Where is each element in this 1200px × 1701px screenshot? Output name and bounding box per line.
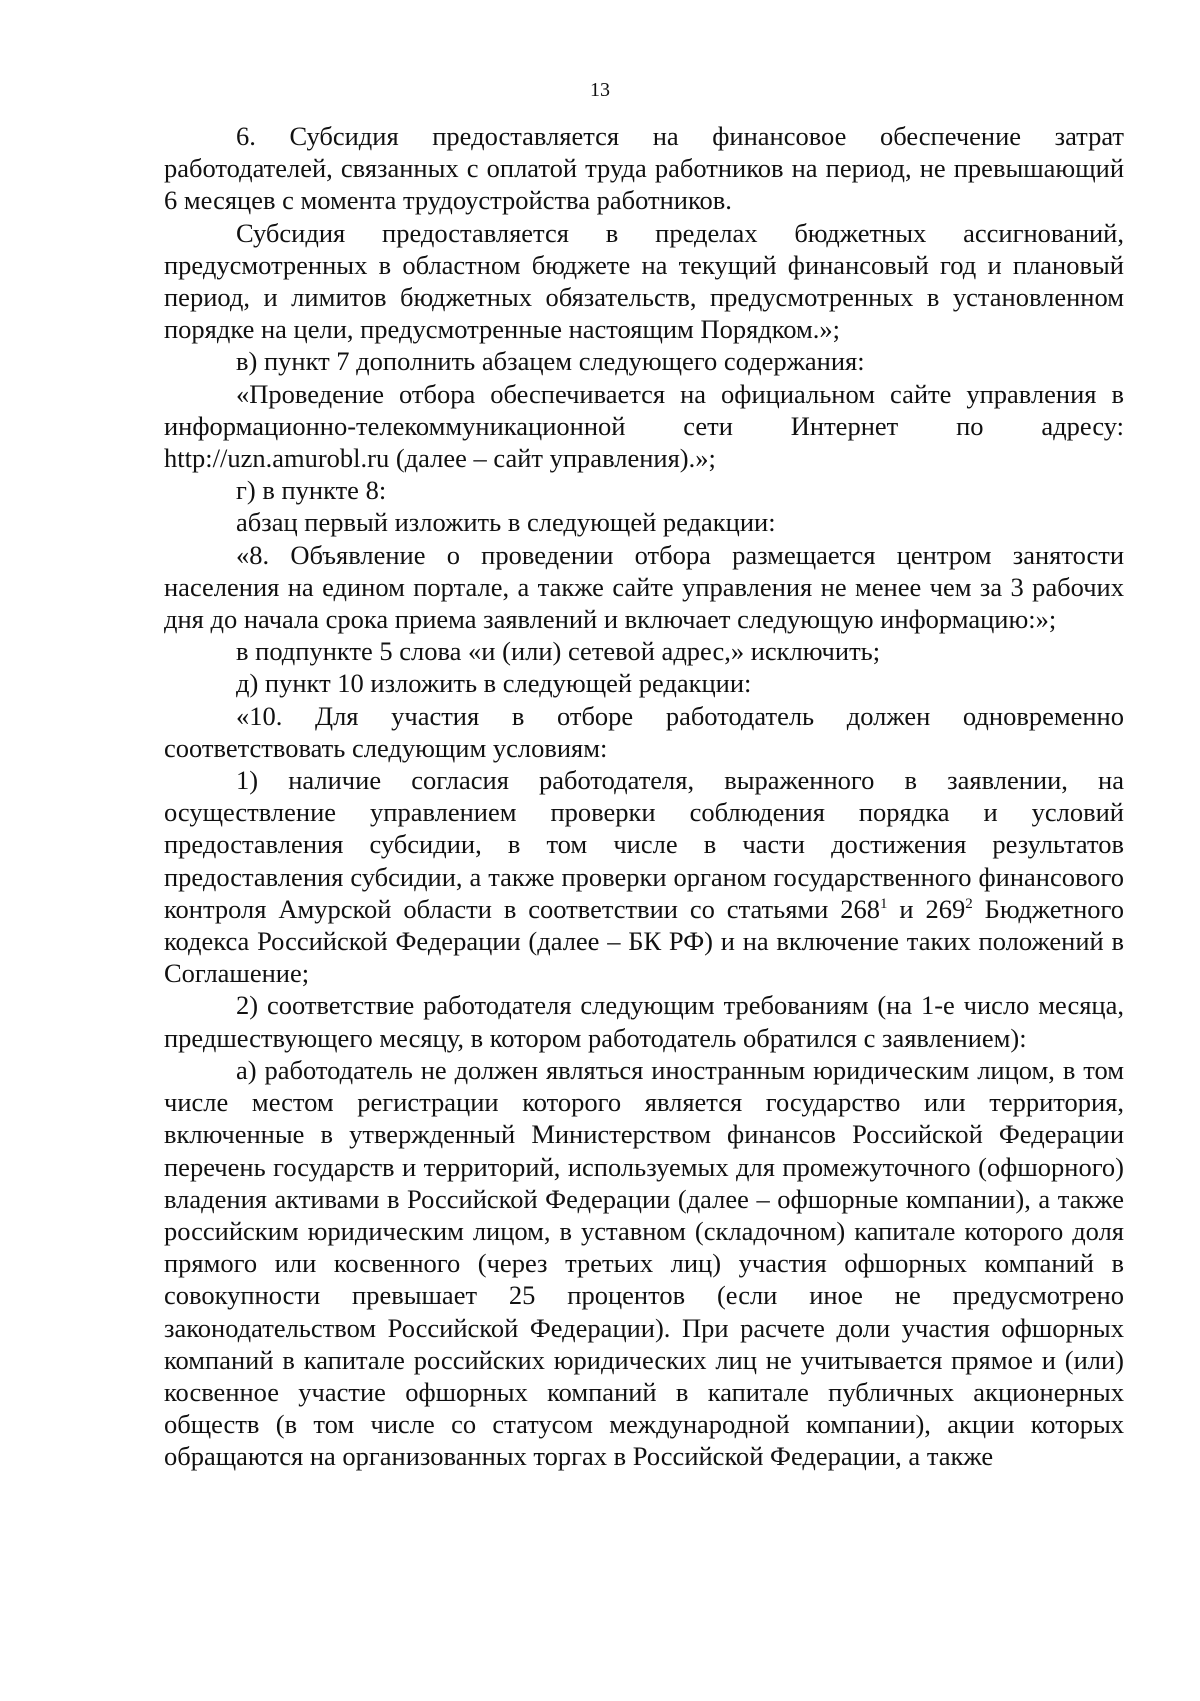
condition-1-text-b: и 269 xyxy=(887,893,966,924)
condition-1-text-c: Бюджетного кодекса Российской Федерации (далее – БК РФ) и на включение таких положений в Соглашение; xyxy=(164,893,1124,989)
paragraph-8-announcement: «8. Объявление о проведении отбора размещается центром занятости населения на едином портале, а также сайте управления не менее чем за 3 рабочих дня до начала срока приема заявлений и включает следующую информацию:»; xyxy=(164,539,1124,635)
paragraph-6-subsidy: 6. Субсидия предоставляется на финансовое обеспечение затрат работодателей, связанных с оплатой труда работников на период, не превышающий 6 месяцев с момента трудоустройства работников. xyxy=(164,121,1124,216)
paragraph-subsidy-limits: Субсидия предоставляется в пределах бюджетных ассигнований, предусмотренных в областном бюджете на текущий финансовый год и плановый период, и лимитов бюджетных обязательств, предусмотренных в установленном порядке на цели, предусмотренные настоящим Порядком.»; xyxy=(164,217,1124,345)
paragraph-amend-10: д) пункт 10 изложить в следующей редакции: xyxy=(236,668,752,699)
paragraph-condition-1 xyxy=(164,764,1124,989)
paragraph-amend-7: в) пункт 7 дополнить абзацем следующего содержания: xyxy=(236,346,865,377)
condition-1-text-a: 1) наличие согласия работодателя, выраженного в заявлении, на осуществление управлением проверки соблюдения порядка и условий предоставления субсидии, в том числе в части достижения результатов предоставления субсидии, а также проверки органом государственного финансового контроля Амурской области в соответствии со статьями 268 xyxy=(164,765,1124,924)
page-number: 13 xyxy=(590,79,610,101)
superscript-1: 1 xyxy=(880,896,888,913)
paragraph-first-abzac: абзац первый изложить в следующей редакции: xyxy=(236,507,776,538)
paragraph-condition-2a: а) работодатель не должен являться иностранным юридическим лицом, в том числе местом регистрации которого является государство или территория, включенные в утвержденный Министерством финансов Российской Федерации перечень государств и территорий, используемых для промежуточного (офшорного) владения активами в Российской Федерации (далее – офшорные компании), а также российским юридическим лицом, в уставном (складочном) капитале которого доля прямого или косвенного (через третьих лиц) участия офшорных компаний в совокупности превышает 25 процентов (если иное не предусмотрено законодательством Российской Федерации). При расчете доли участия офшорных компаний в капитале российских юридических лиц не учитывается прямое и (или) косвенное участие офшорных компаний в капитале публичных акционерных обществ (в том числе со статусом международной компании), акции которых обращаются на организованных торгах в Российской Федерации, а также xyxy=(164,1054,1124,1472)
document-body xyxy=(164,120,1124,1473)
paragraph-subclause-5: в подпункте 5 слова «и (или) сетевой адрес,» исключить; xyxy=(236,636,881,667)
paragraph-condition-2: 2) соответствие работодателя следующим требованиям (на 1-е число месяца, предшествующего месяцу, в котором работодатель обратился с заявлением): xyxy=(164,990,1124,1053)
paragraph-selection-site: «Проведение отбора обеспечивается на официальном сайте управления в информационно-телекоммуникационной сети Интернет по адресу: http://uzn.amurobl.ru (далее – сайт управления).»; xyxy=(164,378,1124,474)
paragraph-10-conditions: «10. Для участия в отборе работодатель должен одновременно соответствовать следующим условиям: xyxy=(164,700,1124,763)
paragraph-amend-8: г) в пункте 8: xyxy=(236,475,387,506)
superscript-2: 2 xyxy=(965,896,973,913)
